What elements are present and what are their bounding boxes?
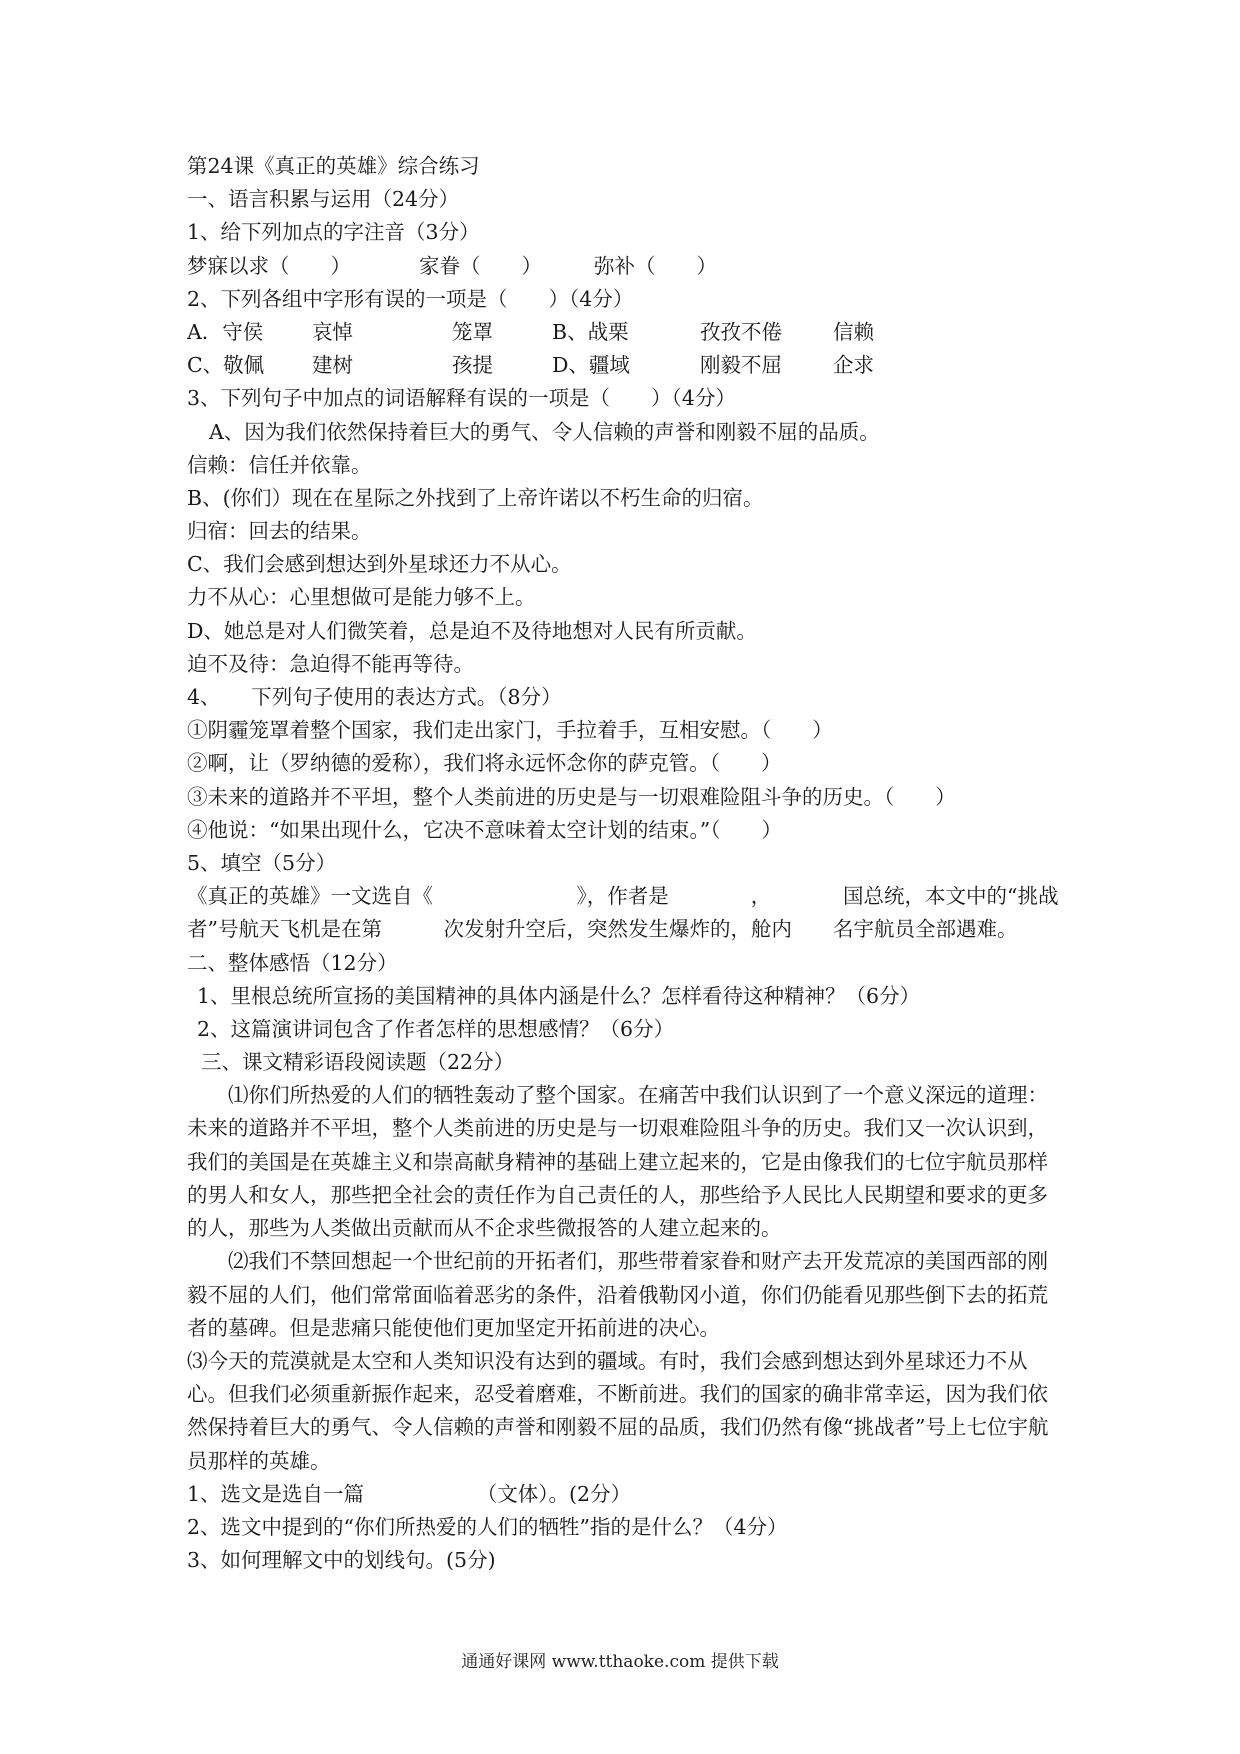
reading-paragraph-2: ⑵我们不禁回想起一个世纪前的开拓者们，那些带着家眷和财产去开发荒凉的美国西部的刚毅不屈的人们，他们常常面临着恶劣的条件，沿着俄勒冈小道，你们仍能看见那些倒下去的拓荒者的墓碑。但是悲痛只能使他们更加坚定开拓前进的决心。 — [187, 1249, 1048, 1340]
option-word: 孩提 — [452, 353, 493, 378]
section3-q2: 2、选文中提到的“你们所热爱的人们的牺牲”指的是什么？（4分） — [187, 1514, 788, 1539]
section3-heading: 三、课文精彩语段阅读题（22分） — [201, 1050, 515, 1075]
q4-item: ③未来的道路并不平坦，整个人类前进的历史是与一切艰难险阻斗争的历史。（ ） — [187, 784, 956, 809]
option-word: 哀悼 — [312, 319, 353, 344]
option-word: 信赖 — [833, 319, 874, 344]
section3-q3: 3、如何理解文中的划线句。(5分) — [187, 1548, 496, 1573]
footer-watermark: 通通好课网 www.tthaoke.com 提供下载 — [461, 1652, 779, 1672]
q3-option-c: C、我们会感到想达到外星球还力不从心。 — [187, 552, 572, 577]
q5-fill-text: 《真正的英雄》一文选自《 》，作者是 ， 国总统，本文中的“挑战者”号航天飞机是在第 次发射升空后，突然发生爆炸的，舱内 名宇航员全部遇难。 — [187, 884, 1059, 942]
q3-option-a: A、因为我们依然保持着巨大的勇气、令人信赖的声誉和刚毅不屈的品质。 — [209, 419, 880, 444]
q1-prompt: 1、给下列加点的字注音（3分） — [187, 220, 480, 245]
q1-items — [187, 250, 1067, 283]
option-word: 孜孜不倦 — [700, 319, 782, 344]
q4-prompt: 4、 下列句子使用的表达方式。（8分） — [187, 685, 562, 709]
section3-q1: 1、选文是选自一篇 （文体）。(2分） — [187, 1481, 632, 1506]
section2-q2: 2、这篇演讲词包含了作者怎样的思想感情？（6分） — [197, 1016, 675, 1041]
q2-row-2 — [187, 349, 1067, 382]
option-word: 建树 — [312, 353, 353, 378]
section1-heading: 一、语言积累与运用（24分） — [187, 187, 460, 212]
reading-paragraph-1: ⑴你们所热爱的人们的牺牲轰动了整个国家。在痛苦中我们认识到了一个意义深远的道理：未来的道路并不平坦，整个人类前进的历史是与一切艰难险阻斗争的历史。我们又一次认识到，我们的美国是在英雄主义和崇高献身精神的基础上建立起来的，它是由像我们的七位宇航员那样的男人和女人，那些把全社会的责任作为自己责任的人，那些给予人民比人民期望和要求的更多的人，那些为人类做出贡献而从不企求些微报答的人建立起来的。 — [187, 1083, 1048, 1241]
page-title: 第24课《真正的英雄》综合练习 — [187, 154, 480, 178]
q3-option-d: D、她总是对人们微笑着，总是迫不及待地想对人民有所贡献。 — [187, 618, 757, 643]
q3-definition-c: 力不从心：心里想做可是能力够不上。 — [187, 585, 536, 610]
q4-item: ①阴霾笼罩着整个国家，我们走出家门，手拉着手，互相安慰。（ ） — [187, 718, 833, 743]
q3-prompt: 3、下列句子中加点的词语解释有误的一项是（ ）（4分） — [187, 386, 736, 411]
option-word: C、敬佩 — [187, 353, 265, 378]
q2-row-1 — [187, 316, 1067, 349]
option-word: B、战栗 — [552, 319, 629, 344]
q5-prompt: 5、填空（5分） — [187, 850, 337, 875]
q3-option-b: B、(你们）现在在星际之外找到了上帝许诺以不朽生命的归宿。 — [187, 485, 764, 510]
option-word: A．守侯 — [187, 319, 264, 344]
pinyin-item: 弥补（ ） — [594, 253, 717, 278]
option-word: 刚毅不屈 — [700, 353, 782, 378]
pinyin-item: 梦寐以求（ ） — [187, 253, 351, 278]
q3-definition-d: 迫不及待：急迫得不能再等待。 — [187, 651, 474, 676]
option-word: D、疆域 — [552, 353, 630, 378]
section2-q1: 1、里根总统所宣扬的美国精神的具体内涵是什么？怎样看待这种精神？（6分） — [197, 983, 921, 1008]
q2-prompt: 2、下列各组中字形有误的一项是（ ）（4分） — [187, 286, 634, 311]
reading-paragraph-3: ⑶今天的荒漠就是太空和人类知识没有达到的疆域。有时，我们会感到想达到外星球还力不从心。但我们必须重新振作起来，忍受着磨难，不断前进。我们的国家的确非常幸运，因为我们依然保持着巨大的勇气、令人信赖的声誉和刚毅不屈的品质，我们仍然有像“挑战者”号上七位宇航员那样的英雄。 — [187, 1348, 1049, 1473]
option-word: 企求 — [833, 353, 874, 378]
worksheet-content — [187, 150, 1067, 1577]
pinyin-item: 家眷（ ） — [419, 253, 542, 278]
q3-definition-a: 信赖：信任并依靠。 — [187, 452, 372, 477]
q4-item: ②啊，让（罗纳德的爱称），我们将永远怀念你的萨克管。（ ） — [187, 751, 782, 776]
option-word: 笼罩 — [452, 319, 493, 344]
section2-heading: 二、整体感悟（12分） — [187, 950, 398, 975]
q3-definition-b: 归宿：回去的结果。 — [187, 519, 372, 544]
q4-item: ④他说：“如果出现什么，它决不意味着太空计划的结束。”（ ） — [187, 817, 782, 842]
